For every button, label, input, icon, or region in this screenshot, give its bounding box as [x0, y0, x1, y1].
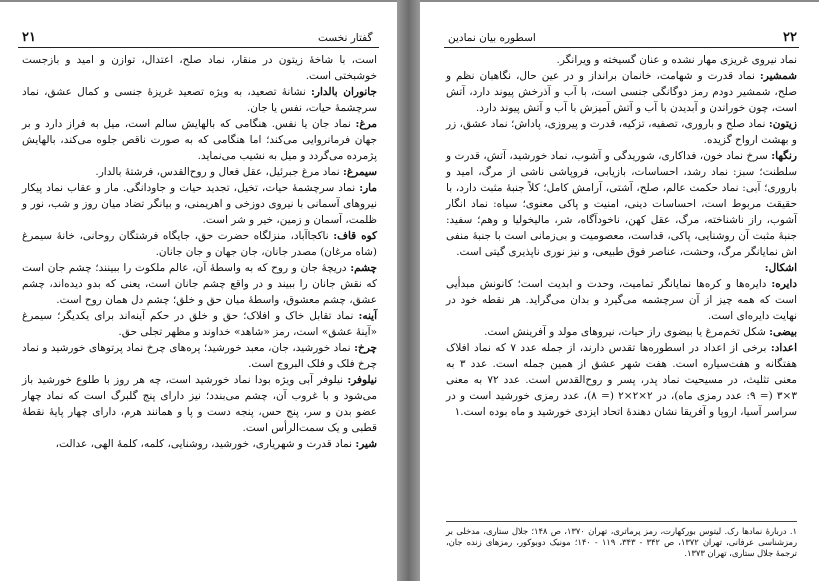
entry-text: نماد جان یا نفس. هنگامی که بالهایش سالم است، میل به فراز دارد و بر جهان فرمانروایی می‌کند؛ اما هنگامی که به صورت ناقص جلوه می‌کند، بالهایش پژمرده می‌گردد و میل به نشیب می‌نماید.: [22, 118, 377, 162]
entry-paragraph: [22, 308, 377, 340]
entry-term: اعداد:: [770, 342, 797, 354]
entry-text: نماد مرغ جبرئیل، عقل فعال و روح‌القدس، فرشتهٔ بالدار.: [95, 166, 340, 178]
entry-paragraph: [446, 68, 797, 116]
right-header-rule: [444, 47, 799, 48]
entry-paragraph: [446, 52, 797, 68]
entry-term: جانوران بالدار:: [311, 86, 377, 98]
entry-term: نیلوفر:: [347, 374, 377, 386]
right-running-head: اسطوره بیان نمادین: [448, 32, 536, 44]
entry-paragraph: [22, 52, 377, 84]
entry-term: چرخ:: [354, 342, 378, 354]
entry-text: نماد قدرت و شهامت، خانمان برانداز و در عین حال، نگاهبان نظم و صلح، شمشیر دودم رمز دوگانگی جنسی است، با آب و آذرخش پیوند دارد، آتش است، چون خوراندن و آبدیدن با آب و آتش آمیزش با آب و آتش پیوند دارد.: [446, 70, 797, 114]
entry-term: اشکال:: [764, 262, 797, 274]
left-page-number: ۲۱: [22, 30, 36, 45]
entry-paragraph: [446, 260, 797, 276]
entry-paragraph: [22, 436, 377, 452]
entry-term: دایره:: [771, 278, 797, 290]
entry-term: چشم:: [350, 262, 377, 274]
entry-text: نماد خورشید، جان، معبد خورشید؛ پره‌های چرخ نماد پرتوهای خورشید و نماد چرخ فلک و فلک البروج است.: [22, 342, 377, 370]
entry-text: ناکجاآباد، منزلگاه حضرت حق، جایگاه فرشتگان روحانی، خانهٔ سیمرغ (شاه مرغان) مصدر جانان، جان جهان و جان جانان.: [22, 230, 377, 258]
entry-text: برخی از اعداد در اسطوره‌ها تقدس دارند، از جمله عدد ۷ که نماد افلاک هفتگانه و هفت‌سیاره است. هفت شهر عشق از همین جمله است. عدد ۳ به معنی تثلیث، در مسیحیت نماد پدر، پسر و روح‌القدس است. عدد ۷۲ به معنی ۳×۳ (= ۹: عدد رمزی ماه)، در ۲×۲×۲ (= ۸)، عدد رمزی خورشید است و در سراسر آسیا، اروپا و آفریقا نشان دهندهٔ اتحاد ایزدی خورشید و ماه بوده است.۱: [446, 342, 798, 418]
entry-paragraph: [446, 276, 797, 324]
entry-paragraph: [22, 340, 377, 372]
book-gutter: [397, 0, 420, 581]
entry-paragraph: [446, 340, 797, 420]
entry-term: زیتون:: [768, 118, 797, 130]
entry-term: شمشیر:: [759, 70, 797, 82]
entry-text: دایره‌ها و کره‌ها نمایانگر تمامیت، وحدت و ابدیت است؛ کانونش مبدأیی است که همه چیز از آن سرچشمه می‌گیرد و بدان می‌گراید. هر نقطه خود در نهایت دایره‌ای است.: [446, 278, 797, 322]
entry-text: سرخ نماد خون، فداکاری، شوریدگی و آشوب، نماد خورشید، آتش، قدرت و سلطنت؛ سبز: نماد رشد، احساسات، بازیابی، فروپاشی ناشی از مرگ، امید و باروری؛ آبی: نماد حکمت عالم، صلح، آشتی، آرامش کامل؛ کلاً جنبهٔ مثبت دارد، با حقیقت مربوط است، احساسات دینی، امنیت و پاکی معنوی؛ سیاه: نماد انگار آشوب، راز ناشناخته، مرگ، عقل کهن، ناخودآگاه، شر، مالیخولیا و وهم؛ سفید: جنبهٔ مثبت آن روشنایی، پاکی، قداست، معصومیت و بی‌زمانی است با جنبهٔ منفی اش نمایانگر مرگ، وحشت، عناصر فوق طبیعی، و نیز نوری ناپذیری گیتی است.: [446, 150, 797, 258]
left-body-text: [22, 52, 377, 452]
right-page-number: ۲۲: [783, 30, 797, 45]
entry-paragraph: [22, 228, 377, 260]
entry-paragraph: [446, 148, 797, 260]
entry-term: رنگها:: [771, 150, 797, 162]
entry-text: نماد صلح و باروری، تصفیه، تزکیه، قدرت و پیروزی، پاداش؛ نماد عشق، زر و بهشت ارواح گزیده.: [446, 118, 797, 146]
footnote-rule: [446, 521, 797, 522]
entry-text: نیلوفر آبی ویژه بودا نماد خورشید است، چه هر روز با طلوع خورشید باز می‌شود و با غروب آن، چشم می‌بندد؛ نیز دارای پنج گلبرگ است که نماد چهار عضو بدن و سر، پنج حس، پنجه دست و پا و همانند هرم، دارای چهار پایهٔ نقطهٔ قطبی و یک سمت‌الرأس است.: [22, 374, 377, 434]
footnote: ۱. دربارهٔ نمادها رک. لیتوس بورکهارت، رمز پرماتری، تهران ۱۳۷۰، ص ۱۴۸؛ جلال ستاری، مدخلی بر رمزشناسی عرفانی، تهران ۱۳۷۲، ص ۳۴۲ - ۳۴۳، ۱۱۹ - ۱۴۰؛ مونیک دوبوکور، رمزهای زنده جان، ترجمهٔ جلال ستاری، تهران ۱۳۷۳.: [446, 526, 798, 558]
entry-paragraph: [22, 180, 377, 228]
entry-term: سیمرغ:: [343, 166, 377, 178]
right-body-text: [446, 52, 797, 420]
entry-text: نشانهٔ تصعید، به ویژه تصعید غریزهٔ جنسی و کمال عشق، نماد سرچشمهٔ حیات، نفس یا جان.: [22, 86, 377, 114]
entry-text: نماد قدرت و شهریاری، خورشید، روشنایی، کلمه، کلمهٔ الهی، عدالت،: [55, 438, 353, 450]
entry-term: شیر:: [355, 438, 377, 450]
entry-term: بیضی:: [769, 326, 797, 338]
entry-text: نماد تقابل خاک و افلاک؛ حق و خلق در حکم آینه‌اند برای یکدیگر؛ سیمرغ «آینهٔ عشق» است، رمز «شاهد» خداوند و مظهر تجلی حق.: [22, 310, 377, 338]
entry-paragraph: [22, 116, 377, 164]
entry-term: مار:: [359, 182, 377, 194]
entry-term: مرغ:: [355, 118, 377, 130]
entry-paragraph: [22, 260, 377, 308]
entry-text: نماد نیروی غریزی مهار نشده و عنان گسیخته و ویرانگر.: [556, 54, 797, 66]
entry-text: شکل تخم‌مرغ یا بیضوی راز حیات، نیروهای مولد و آفرینش است.: [484, 326, 766, 338]
entry-term: آینه:: [358, 310, 377, 322]
entry-text: دریچهٔ جان و روح که به واسطهٔ آن، عالم ملکوت را ببینند؛ چشم جان است که نقش جانان را ببیند و در واقع چشم جانان است، یعنی که بدو دیده‌اند، چشم عشق، چشم معشوق، واسطهٔ میان حق و خلق؛ چشم دل همان روح است.: [22, 262, 377, 306]
left-running-head: گفتار نخست: [318, 32, 373, 44]
entry-text: نماد سرچشمهٔ حیات، تخیل، تجدید حیات و جاودانگی. مار و عقاب نماد پیکار نیروهای آسمانی با نیروی دوزخی و اهریمنی، و بیانگر تضاد میان روز و شب، نور و ظلمت، آسمان و زمین، خیر و شر است.: [22, 182, 377, 226]
entry-paragraph: [22, 84, 377, 116]
entry-term: کوه قاف:: [333, 230, 377, 242]
entry-paragraph: [22, 372, 377, 436]
entry-paragraph: [22, 164, 377, 180]
entry-text: است، با شاخهٔ زیتون در منقار، نماد صلح، اعتدال، توازن و امید و بازجست خوشبختی است.: [22, 54, 377, 82]
right-page: [420, 2, 819, 581]
left-header-rule: [18, 47, 379, 48]
left-page: [0, 2, 397, 581]
entry-paragraph: [446, 324, 797, 340]
entry-paragraph: [446, 116, 797, 148]
